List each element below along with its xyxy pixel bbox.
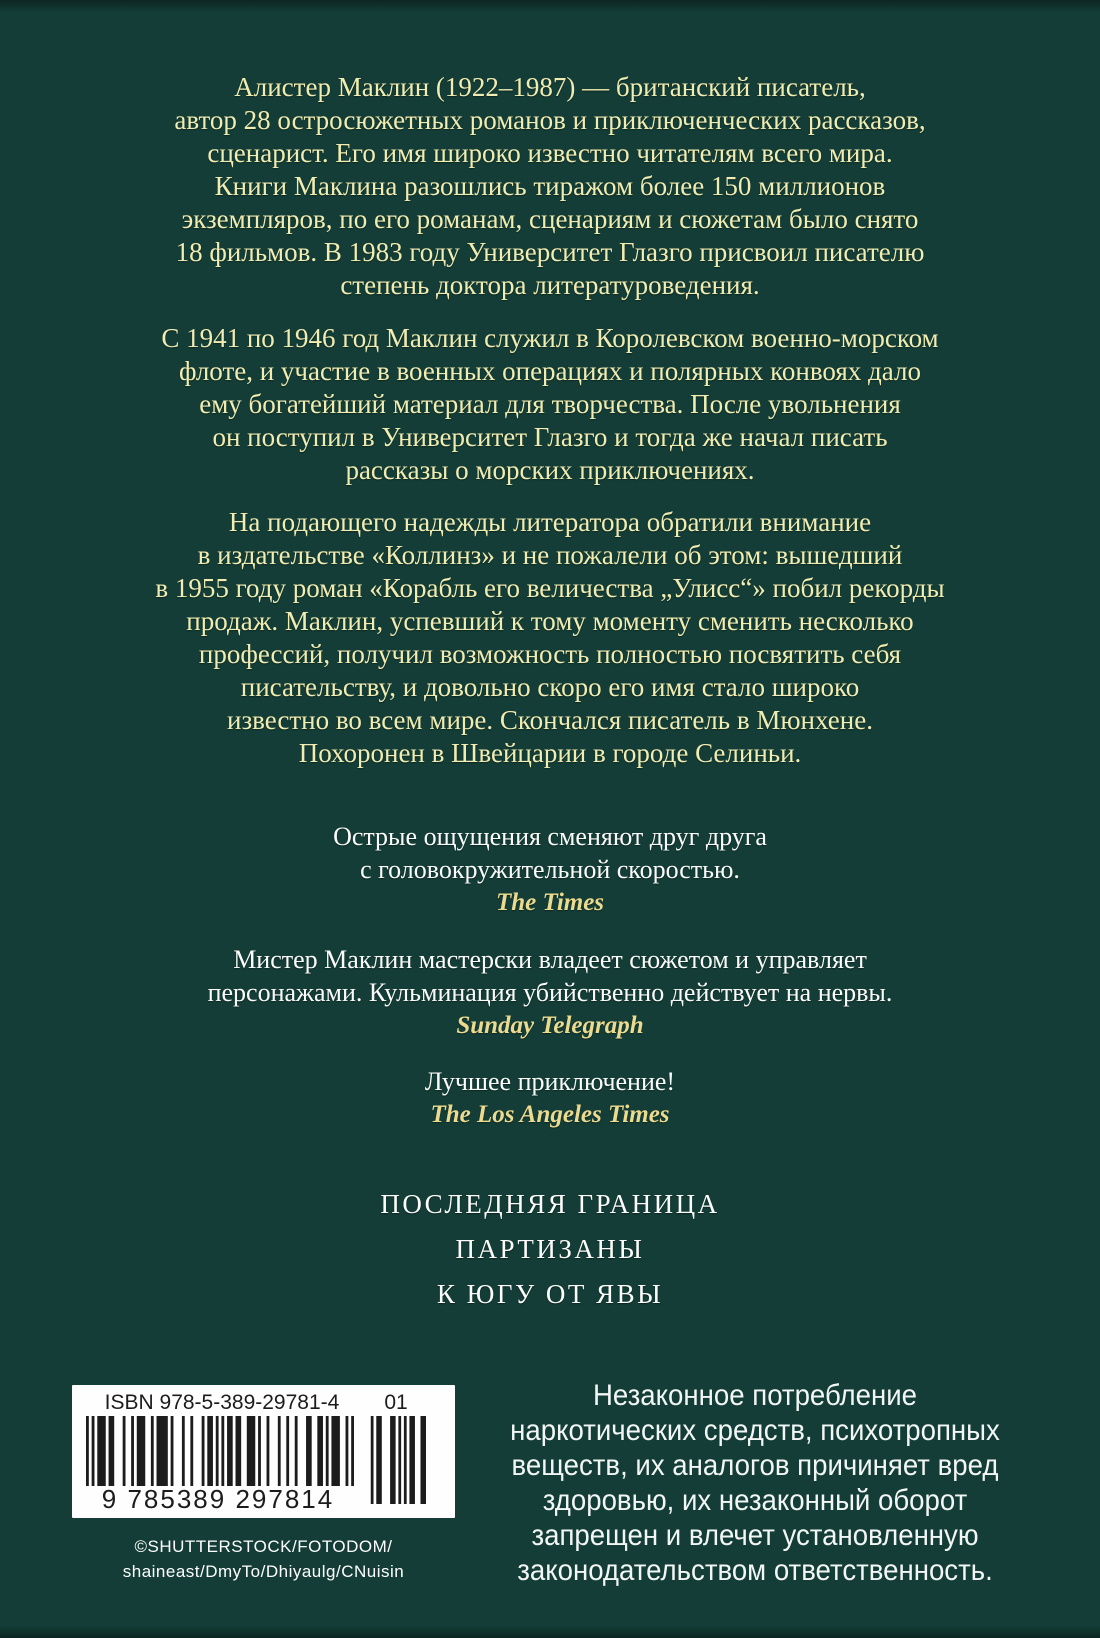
bio-line: продаж. Маклин, успевший к тому моменту сменить несколько xyxy=(186,606,914,636)
warning-line: веществ, их аналогов причиняет вред xyxy=(511,1449,999,1482)
book-title: ПАРТИЗАНЫ xyxy=(455,1234,645,1264)
bio-line: Книги Маклина разошлись тиражом более 150 миллионов xyxy=(214,171,886,201)
bio-line: флоте, и участие в военных операциях и полярных конвоях дало xyxy=(179,356,921,386)
warning-line: наркотических средств, психотропных xyxy=(510,1414,1000,1447)
review-source: Sunday Telegraph xyxy=(456,1012,644,1039)
bio-line: степень доктора литературоведения. xyxy=(340,270,760,300)
review-source: The Los Angeles Times xyxy=(430,1101,670,1128)
ean13-barcode xyxy=(86,1416,354,1486)
ean2-addon-barcode xyxy=(368,1416,426,1504)
warning-line: законодательством ответственность. xyxy=(517,1554,993,1587)
review-source: The Times xyxy=(495,889,605,916)
review-quote-la-times xyxy=(0,1065,1100,1131)
bio-line: 18 фильмов. В 1983 году Университет Глазго присвоил писателю xyxy=(175,237,925,267)
photo-credits-line: ©SHUTTERSTOCK/FOTODOM/ xyxy=(134,1537,393,1556)
review-quote-times xyxy=(0,820,1100,919)
author-bio-paragraph-2 xyxy=(0,322,1100,487)
review-quote-line: персонажами. Кульминация убийственно действует на нервы. xyxy=(207,978,893,1007)
book-title: ПОСЛЕДНЯЯ ГРАНИЦА xyxy=(380,1189,720,1219)
bio-line: ему богатейший материал для творчества. После увольнения xyxy=(199,389,901,419)
barcode-digits: 9 785389 297814 xyxy=(101,1484,335,1514)
review-quote-sunday-telegraph xyxy=(0,943,1100,1042)
review-quote-line: с головокружительной скоростью. xyxy=(360,855,740,884)
bio-line: На подающего надежды литератора обратили внимание xyxy=(228,507,872,537)
photo-credits-line: shaineast/DmyTo/Dhiyaulg/CNuisin xyxy=(122,1562,405,1581)
bio-line: автор 28 остросюжетных романов и приключенческих рассказов, xyxy=(174,105,926,135)
bio-line: в 1955 году роман «Корабль его величества „Улисс“» побил рекорды xyxy=(155,573,945,603)
top-shadow-band xyxy=(0,0,1100,12)
author-bio-paragraph-1 xyxy=(0,71,1100,302)
bio-line: С 1941 по 1946 год Маклин служил в Королевском военно-морском xyxy=(161,323,939,353)
warning-line: здоровью, их незаконный оборот xyxy=(542,1484,968,1517)
bio-line: Похоронен в Швейцарии в городе Селиньи. xyxy=(298,738,802,768)
bio-line: экземпляров, по его романам, сценариям и сюжетам было снято xyxy=(181,204,919,234)
bio-line: сценарист. Его имя широко известно читателям всего мира. xyxy=(207,138,893,168)
bio-line: писательству, и довольно скоро его имя стало широко xyxy=(240,672,860,702)
warning-line: Незаконное потребление xyxy=(592,1379,918,1412)
bottom-shadow-band xyxy=(0,1626,1100,1638)
review-quote-line: Острые ощущения сменяют друг друга xyxy=(333,822,767,851)
barcode-panel xyxy=(72,1385,455,1518)
bio-line: в издательстве «Коллинз» и не пожалели об этом: вышедший xyxy=(197,540,903,570)
isbn-label: ISBN 978-5-389-29781-4 xyxy=(104,1391,340,1414)
warning-line: запрещен и влечет установленную xyxy=(531,1519,979,1552)
review-quote-line: Мистер Маклин мастерски владеет сюжетом и управляет xyxy=(233,945,867,974)
book-titles-list xyxy=(0,1182,1100,1317)
drug-warning-text xyxy=(451,1378,1058,1588)
author-bio-paragraph-3 xyxy=(0,506,1100,770)
bio-line: Алистер Маклин (1922–1987) — британский писатель, xyxy=(234,72,866,102)
bio-line: рассказы о морских приключениях. xyxy=(345,455,755,485)
bio-line: известно во всем мире. Скончался писатель в Мюнхене. xyxy=(227,705,873,735)
bio-line: он поступил в Университет Глазго и тогда же начал писать xyxy=(212,422,888,452)
review-quote-line: Лучшее приключение! xyxy=(424,1067,676,1096)
bio-line: профессий, получил возможность полностью посвятить себя xyxy=(198,639,902,669)
book-title: К ЮГУ ОТ ЯВЫ xyxy=(436,1279,664,1309)
addon-code-label: 01 xyxy=(384,1391,408,1414)
photo-credits xyxy=(72,1534,455,1584)
